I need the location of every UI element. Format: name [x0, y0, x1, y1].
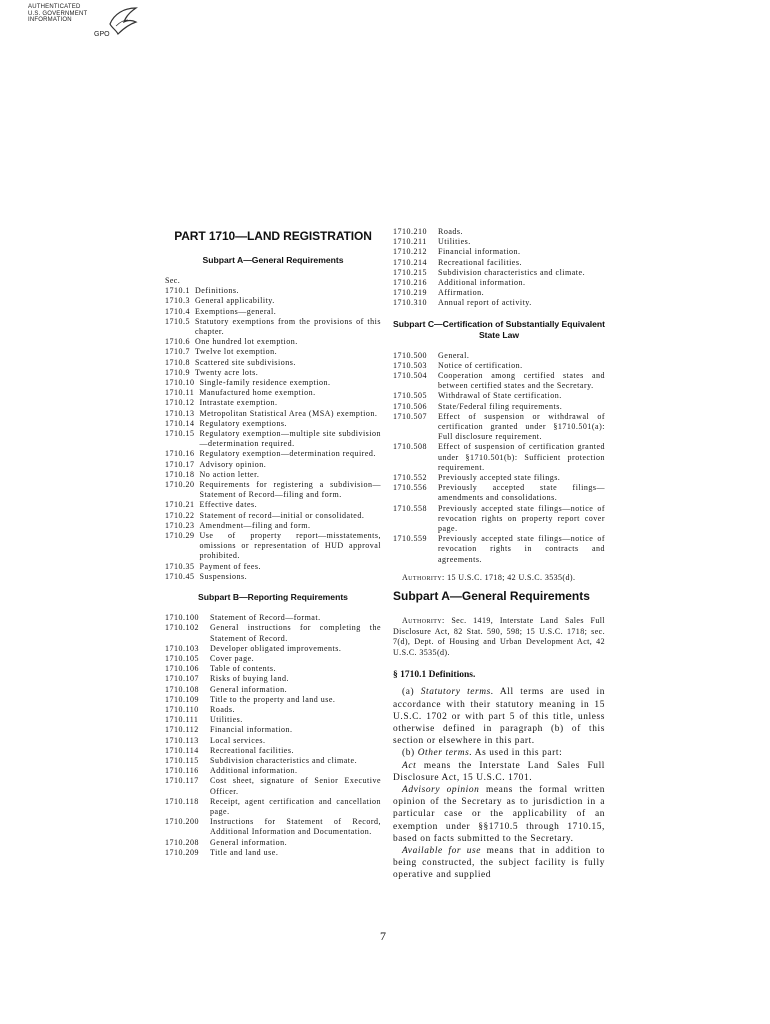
- section-number: 1710.108: [165, 684, 199, 694]
- toc-entry: [393, 412, 605, 443]
- section-number: 1710.559: [393, 534, 427, 544]
- para-marker: (b): [402, 748, 418, 759]
- section-title: Withdrawal of State certification.: [438, 391, 562, 401]
- section-title: Additional information.: [210, 766, 298, 776]
- section-number: 1710.216: [393, 278, 427, 288]
- section-number: 1710.113: [165, 735, 199, 745]
- section-title: Cooperation among certified states and between certified states and the Secretary.: [438, 371, 605, 391]
- right-column: [393, 227, 605, 882]
- toc-entry: [165, 705, 381, 715]
- toc-entry: [165, 725, 381, 735]
- section-number: 1710.219: [393, 288, 427, 298]
- toc-entry: [165, 307, 381, 317]
- toc-entry: [393, 402, 605, 412]
- para-text: means the formal written opinion of the Secretary as to jurisdiction in a particular case or the applicability of an exemption under §§1710.5 through 1710.15, based on facts submitted to the Secretary.: [393, 785, 605, 844]
- section-title: Payment of fees.: [199, 561, 262, 571]
- section-title: Instructions for Statement of Record, Additional Information and Documentation.: [210, 817, 381, 837]
- section-title: Manufactured home exemption.: [199, 388, 316, 398]
- authority-text: 15 U.S.C. 1718; 42 U.S.C. 3535(d).: [444, 572, 576, 582]
- para-text: means the Interstate Land Sales Full Disclosure Act, 15 U.S.C. 1701.: [393, 760, 605, 783]
- definition-act: [393, 760, 605, 784]
- section-number: 1710.105: [165, 653, 199, 663]
- defined-term: Act: [402, 760, 417, 771]
- section-number: 1710.15: [165, 429, 195, 439]
- toc-entry: [165, 736, 381, 746]
- section-number: 1710.310: [393, 298, 427, 308]
- section-number: 1710.35: [165, 561, 195, 571]
- sec-label: Sec.: [165, 276, 181, 285]
- section-title: Exemptions—general.: [195, 306, 277, 316]
- authority-label: Authority:: [402, 572, 445, 582]
- section-number: 1710.112: [165, 725, 199, 735]
- section-number: 1710.22: [165, 510, 195, 520]
- toc-entry: [165, 500, 381, 510]
- section-title: Regulatory exemption—determination required.: [199, 449, 376, 459]
- toc-entry: [165, 623, 381, 643]
- section-title: Local services.: [210, 735, 266, 745]
- definition-available-for-use: [393, 845, 605, 882]
- section-title: Recreational facilities.: [210, 745, 294, 755]
- section-number: 1710.116: [165, 766, 199, 776]
- section-title: Previously accepted state filings—notice of revocation rights on property report cover page.: [438, 503, 605, 534]
- section-title: Single-family residence exemption.: [199, 378, 331, 388]
- subpart-b-heading: Subpart B—Reporting Requirements: [198, 592, 348, 603]
- section-number: 1710.5: [165, 316, 190, 326]
- section-title: Previously accepted state filings.: [438, 473, 561, 483]
- section-title: Effect of suspension of certification granted under §1710.501(b): Sufficient protection requirement.: [438, 442, 605, 472]
- paragraph-b: [393, 747, 605, 759]
- section-title: Additional information.: [438, 278, 526, 288]
- section-number: 1710.20: [165, 480, 195, 490]
- subpart-a-authority: [393, 616, 605, 658]
- section-title: Roads.: [210, 704, 235, 714]
- section-title: General information.: [210, 837, 288, 847]
- toc-entry: [165, 838, 381, 848]
- section-number: 1710.7: [165, 347, 190, 357]
- section-number: 1710.8: [165, 357, 190, 367]
- toc-entry: [393, 227, 605, 237]
- toc-entry: [165, 429, 381, 449]
- section-number: 1710.117: [165, 776, 199, 786]
- section-number: 1710.507: [393, 411, 427, 421]
- toc-entry: [165, 337, 381, 347]
- section-number: 1710.504: [393, 371, 427, 381]
- toc-entry: [165, 685, 381, 695]
- section-number: 1710.211: [393, 237, 427, 247]
- toc-entry: [165, 480, 381, 500]
- section-title: Twelve lot exemption.: [195, 347, 278, 357]
- toc-entry: [393, 534, 605, 565]
- toc-entry: [393, 473, 605, 483]
- badge-line-2: U.S. GOVERNMENT: [28, 10, 88, 17]
- toc-entry: [393, 371, 605, 391]
- section-number: 1710.102: [165, 623, 199, 633]
- toc-entry: [393, 237, 605, 247]
- subpart-c-toc: [393, 351, 605, 565]
- section-title: Regulatory exemptions.: [199, 418, 287, 428]
- section-title: Table of contents.: [210, 664, 276, 674]
- toc-entry: [165, 358, 381, 368]
- section-number: 1710.109: [165, 694, 199, 704]
- toc-entry: [165, 817, 381, 837]
- para-text: All terms are used in accordance with their statutory meaning in 15 U.S.C. 1702 or with part 5 of this title, unless otherwise defined in paragraph (b) of this section or elsewhere in this part.: [393, 687, 605, 747]
- section-title: General instructions for completing the Statement of Record.: [210, 623, 381, 643]
- section-title: Subdivision characteristics and climate.: [438, 267, 586, 277]
- toc-entry: [165, 572, 381, 582]
- toc-entry: [165, 378, 381, 388]
- definition-advisory-opinion: [393, 784, 605, 845]
- toc-entry: [165, 388, 381, 398]
- section-number: 1710.115: [165, 755, 199, 765]
- toc-entry: [393, 351, 605, 361]
- section-title: Effect of suspension or withdrawal of certification granted under §1710.501(a): Full disclosure requirement.: [438, 411, 605, 442]
- section-number: 1710.506: [393, 401, 427, 411]
- section-title: Suspensions.: [199, 571, 248, 581]
- subpart-c-heading: Subpart C—Certification of Substantially Equivalent State Law: [393, 318, 606, 340]
- toc-entry: [165, 674, 381, 684]
- toc-entry: [165, 521, 381, 531]
- toc-entry: [165, 286, 381, 296]
- toc-entry: [165, 746, 381, 756]
- section-number: 1710.17: [165, 459, 195, 469]
- section-number: 1710.12: [165, 398, 195, 408]
- subpart-a-body-heading: Subpart A—General Requirements: [393, 589, 590, 604]
- left-column: [165, 227, 381, 858]
- section-number: 1710.106: [165, 664, 199, 674]
- section-title: Amendment—filing and form.: [199, 520, 311, 530]
- section-number: 1710.13: [165, 408, 195, 418]
- toc-entry: [393, 504, 605, 535]
- section-title: Use of property report—misstatements, omissions or representation of HUD approval prohibited.: [199, 531, 381, 561]
- toc-entry: [393, 391, 605, 401]
- section-title: Effective dates.: [199, 500, 258, 510]
- toc-entry: [165, 531, 381, 562]
- toc-entry: [165, 613, 381, 623]
- section-number: 1710.215: [393, 267, 427, 277]
- toc-entry: [165, 409, 381, 419]
- toc-entry: [393, 442, 605, 473]
- section-title: Previously accepted state filings—amendments and consolidations.: [438, 483, 605, 503]
- section-title: State/Federal filing requirements.: [438, 401, 563, 411]
- toc-entry: [165, 317, 381, 337]
- section-number: 1710.1: [165, 286, 190, 296]
- section-number: 1710.23: [165, 520, 195, 530]
- section-number: 1710.200: [165, 817, 199, 827]
- section-number: 1710.212: [393, 247, 427, 257]
- toc-entry: [165, 664, 381, 674]
- section-number: 1710.29: [165, 531, 195, 541]
- section-title: Annual report of activity.: [438, 298, 532, 308]
- section-title: Previously accepted state filings—notice of revocation rights in contracts and agreements.: [438, 534, 605, 564]
- section-title: Title to the property and land use.: [210, 694, 336, 704]
- authority-label: Authority:: [402, 616, 445, 626]
- section-title: Cover page.: [210, 653, 255, 663]
- para-text: means that in addition to being constructed, the subject facility is fully operative and supplied: [393, 846, 606, 881]
- page-number: 7: [380, 929, 386, 943]
- section-title: Definitions.: [195, 286, 239, 296]
- section-number: 1710.214: [393, 257, 427, 267]
- toc-entry: [165, 511, 381, 521]
- section-title: Cost sheet, signature of Senior Executive Officer.: [210, 776, 381, 796]
- section-number: 1710.6: [165, 337, 190, 347]
- para-marker: (a): [402, 687, 421, 698]
- section-title: General applicability.: [195, 296, 275, 306]
- section-title: General.: [438, 350, 470, 360]
- section-title: One hundred lot exemption.: [195, 337, 298, 347]
- badge-gpo-text: GPO: [94, 31, 110, 38]
- section-number: 1710.9: [165, 367, 190, 377]
- section-title: Advisory opinion.: [199, 459, 267, 469]
- section-number: 1710.103: [165, 643, 199, 653]
- section-title: Twenty acre lots.: [195, 367, 259, 377]
- section-number: 1710.14: [165, 418, 195, 428]
- subpart-a-heading: Subpart A—General Requirements: [202, 255, 344, 265]
- section-title: Financial information.: [438, 247, 521, 257]
- para-text: As used in this part:: [472, 748, 563, 759]
- subpart-b-toc: [165, 613, 381, 858]
- defined-term: Advisory opinion: [402, 785, 480, 796]
- toc-entry: [393, 361, 605, 371]
- section-number: 1710.21: [165, 500, 195, 510]
- paragraph-a: [393, 686, 605, 747]
- section-number: 1710.111: [165, 715, 199, 725]
- section-title: Utilities.: [438, 237, 471, 247]
- badge-line-1: AUTHENTICATED: [28, 4, 81, 10]
- toc-entry: [165, 449, 381, 459]
- section-number: 1710.208: [165, 837, 199, 847]
- toc-entry: [165, 419, 381, 429]
- section-title: Title and land use.: [210, 847, 279, 857]
- section-title: Intrastate exemption.: [199, 398, 278, 408]
- section-title: Statement of Record—format.: [210, 613, 321, 623]
- gpo-authentication-badge: [28, 4, 140, 48]
- toc-entry: [165, 644, 381, 654]
- section-title: Developer obligated improvements.: [210, 643, 342, 653]
- section-number: 1710.100: [165, 613, 199, 623]
- section-number: 1710.11: [165, 388, 195, 398]
- section-number: 1710.3: [165, 296, 190, 306]
- section-title: Receipt, agent certification and cancellation page.: [210, 796, 381, 816]
- toc-entry: [393, 258, 605, 268]
- toc-entry: [165, 398, 381, 408]
- badge-line-3: INFORMATION: [28, 17, 72, 23]
- section-title: Roads.: [438, 227, 463, 236]
- section-number: 1710.209: [165, 847, 199, 857]
- toc-entry: [165, 695, 381, 705]
- section-number: 1710.505: [393, 391, 427, 401]
- defined-term: Other terms.: [417, 748, 473, 759]
- section-title: Recreational facilities.: [438, 257, 522, 267]
- section-title: Risks of buying land.: [210, 674, 289, 684]
- toc-entry: [165, 848, 381, 858]
- toc-entry: [165, 715, 381, 725]
- toc-entry: [165, 776, 381, 796]
- toc-entry: [165, 347, 381, 357]
- section-number: 1710.118: [165, 796, 199, 806]
- subpart-c-authority: [393, 573, 605, 584]
- authority-text: Sec. 1419, Interstate Land Sales Full Disclosure Act, 82 Stat. 590, 598; 15 U.S.C. 1718; sec. 7(d), Dept. of Housing and Urban Development Act, 42 U.S.C. 3535(d).: [393, 616, 605, 657]
- section-title: Regulatory exemption—multiple site subdivision—determination required.: [199, 429, 381, 449]
- section-number: 1710.114: [165, 745, 199, 755]
- section-title: Statutory exemptions from the provisions of this chapter.: [195, 316, 381, 337]
- toc-entry: [165, 470, 381, 480]
- section-number: 1710.16: [165, 449, 195, 459]
- part-title: PART 1710—LAND REGISTRATION: [174, 229, 372, 243]
- section-number: 1710.552: [393, 473, 427, 483]
- section-number: 1710.110: [165, 704, 199, 714]
- toc-entry: [165, 756, 381, 766]
- toc-entry: [165, 296, 381, 306]
- section-number: 1710.558: [393, 503, 427, 513]
- defined-term: Available for use: [402, 846, 482, 857]
- toc-entry: [165, 368, 381, 378]
- section-number: 1710.210: [393, 227, 427, 236]
- toc-entry: [393, 483, 605, 503]
- toc-entry: [393, 268, 605, 278]
- section-title: Requirements for registering a subdivision—Statement of Record—filing and form.: [199, 480, 381, 500]
- section-number: 1710.45: [165, 571, 195, 581]
- toc-entry: [165, 797, 381, 817]
- section-number: 1710.556: [393, 483, 427, 493]
- section-title: Utilities.: [210, 715, 243, 725]
- toc-entry: [393, 247, 605, 257]
- section-title: No action letter.: [199, 469, 260, 479]
- eagle-logo-icon: [106, 4, 140, 38]
- subpart-a-toc: [165, 286, 381, 582]
- section-title: Metropolitan Statistical Area (MSA) exemption.: [199, 408, 378, 418]
- toc-entry: [165, 562, 381, 572]
- defined-term: Statutory terms.: [420, 687, 494, 698]
- subpart-b-toc-continued: [393, 227, 605, 309]
- toc-entry: [393, 278, 605, 288]
- section-number: 1710.10: [165, 378, 195, 388]
- section-number: 1710.508: [393, 442, 427, 452]
- section-title: Scattered site subdivisions.: [195, 357, 296, 367]
- toc-entry: [165, 654, 381, 664]
- section-number: 1710.503: [393, 360, 427, 370]
- section-title: Notice of certification.: [438, 360, 523, 370]
- toc-entry: [165, 766, 381, 776]
- section-title: Subdivision characteristics and climate.: [210, 755, 358, 765]
- toc-entry: [165, 460, 381, 470]
- section-title: Financial information.: [210, 725, 293, 735]
- section-number: 1710.107: [165, 674, 199, 684]
- section-title: Affirmation.: [438, 288, 485, 298]
- section-number: 1710.4: [165, 306, 190, 316]
- section-title: General information.: [210, 684, 288, 694]
- section-number: 1710.500: [393, 350, 427, 360]
- section-title: Statement of record—initial or consolidated.: [199, 510, 365, 520]
- toc-entry: [393, 298, 605, 308]
- section-number: 1710.18: [165, 469, 195, 479]
- toc-entry: [393, 288, 605, 298]
- section-heading: § 1710.1 Definitions.: [393, 670, 476, 681]
